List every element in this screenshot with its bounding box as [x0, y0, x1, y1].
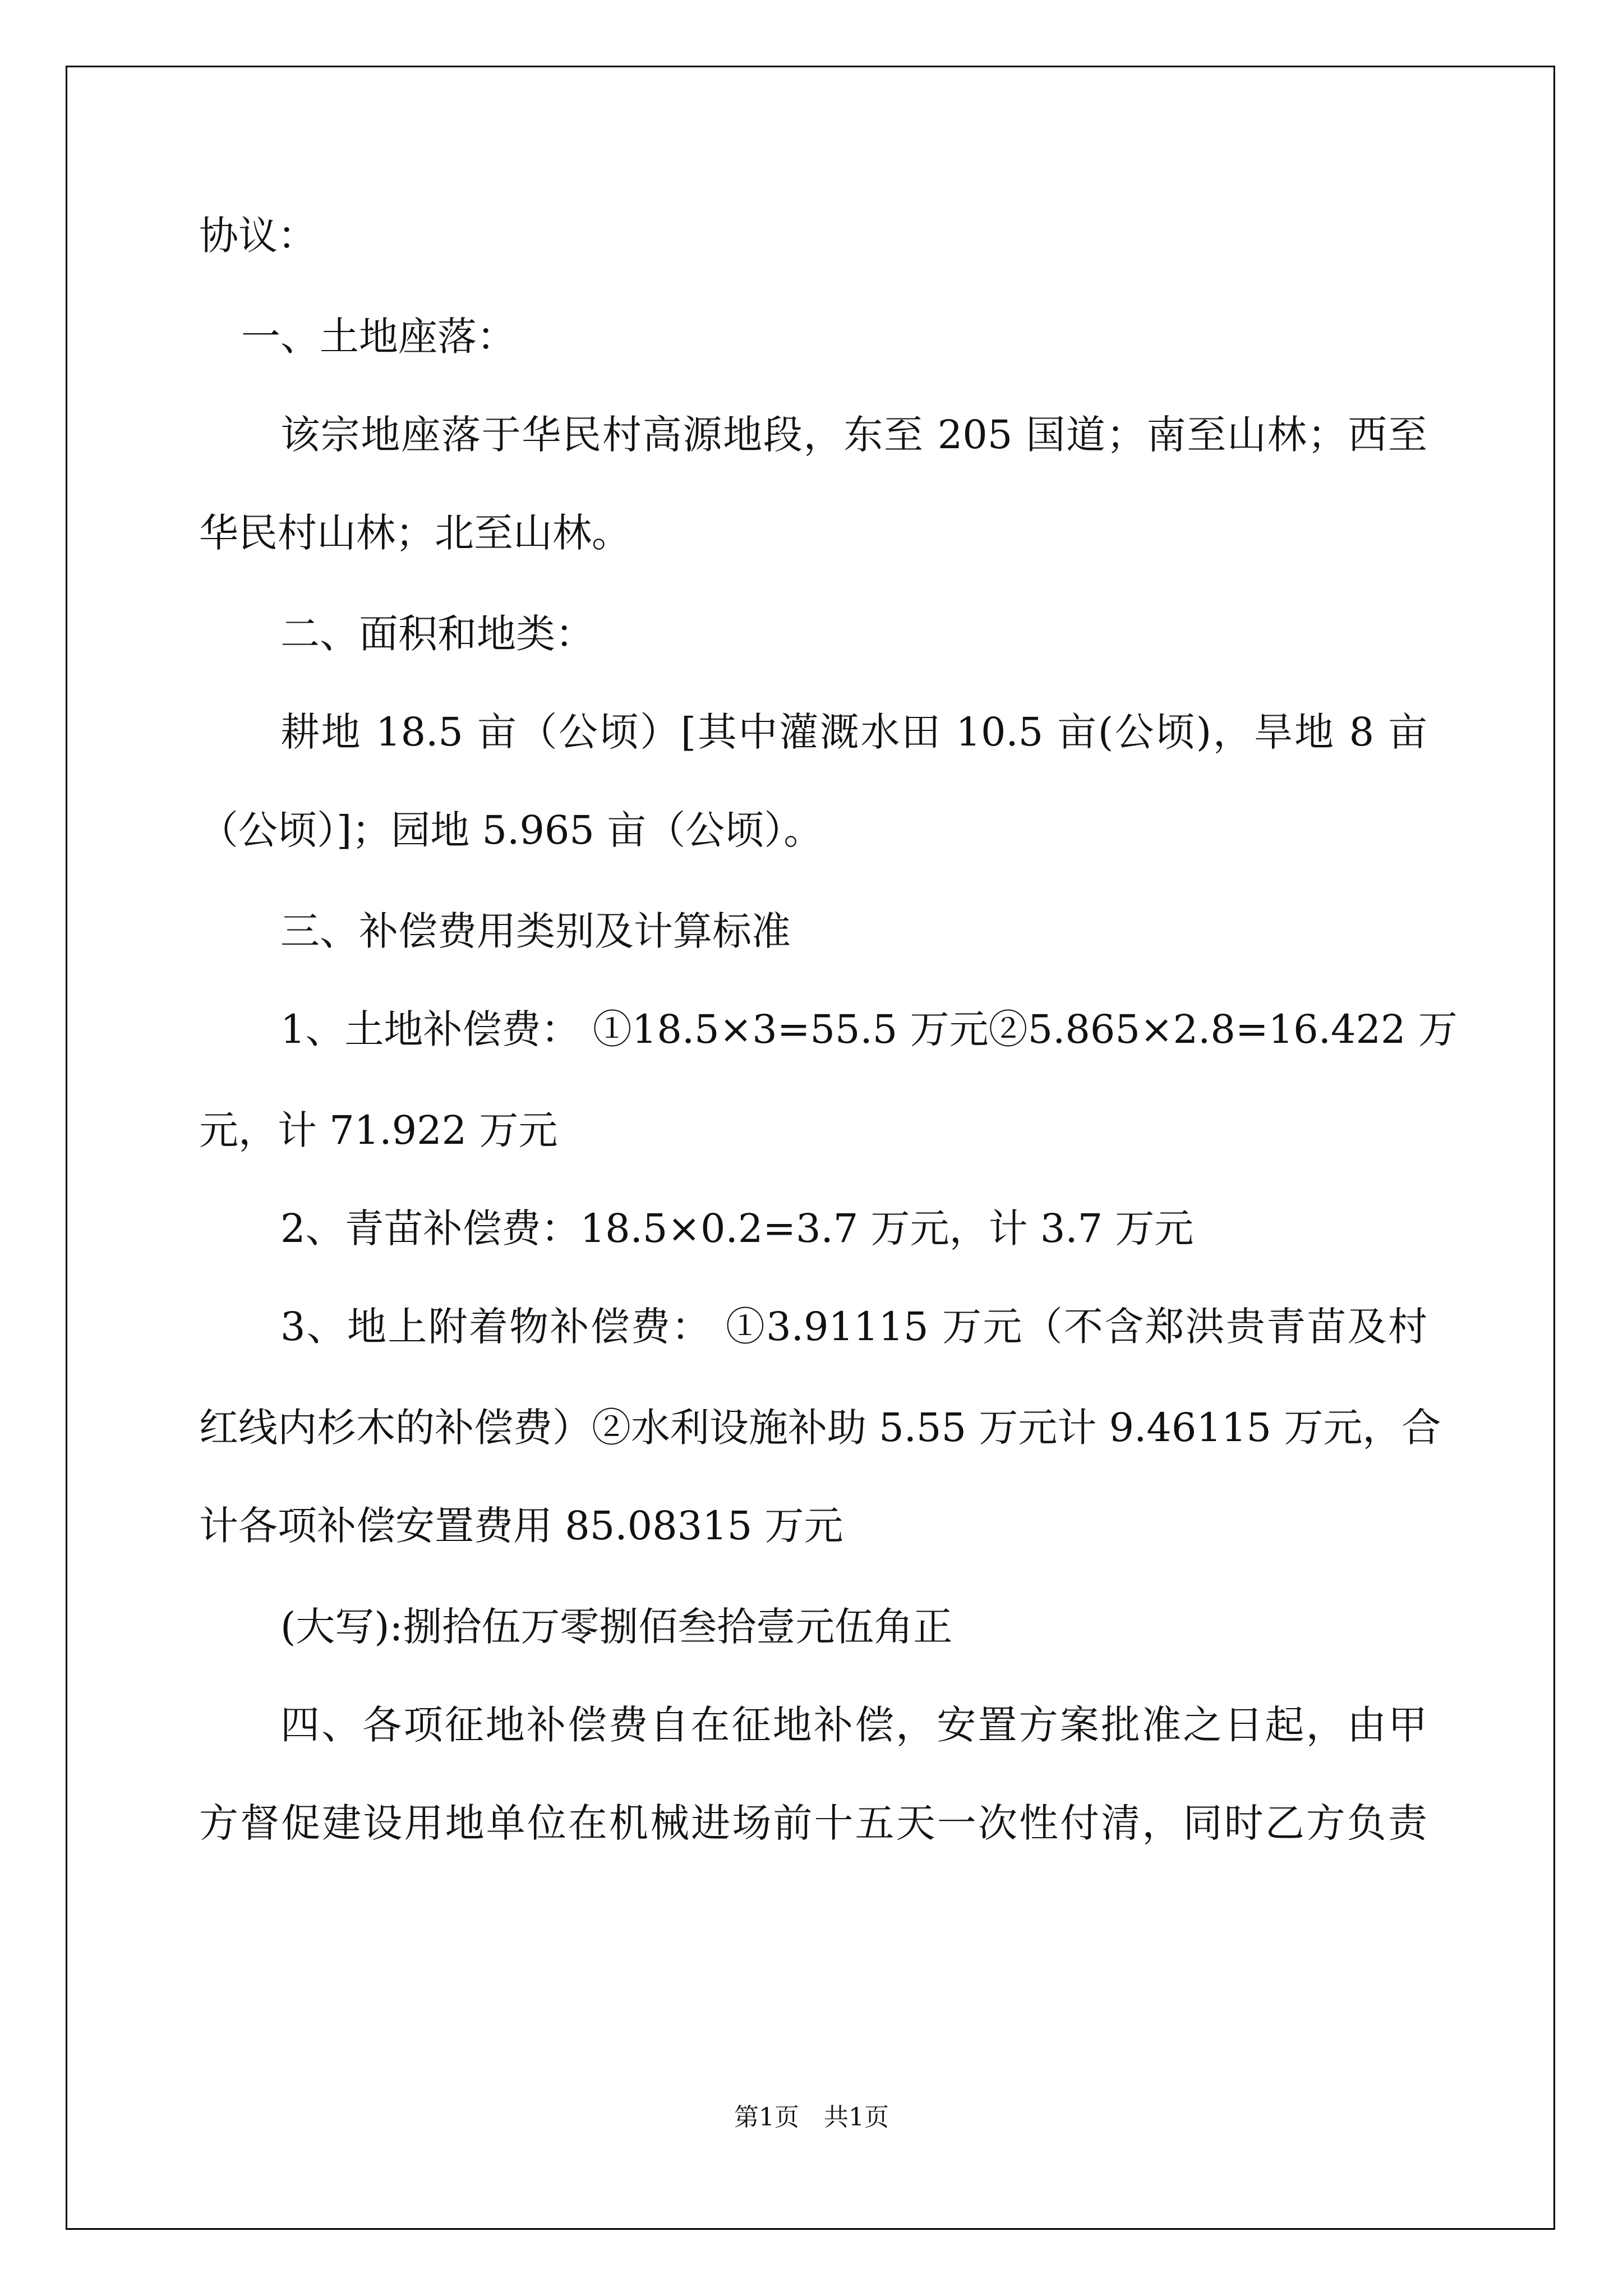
text-line-14: 计各项补偿安置费用 85.08315 万元	[199, 1503, 843, 1549]
text-line-15: (大写):捌拾伍万零捌佰叁拾壹元伍角正	[280, 1604, 953, 1650]
text-line-8: 三、补偿费用类别及计算标准	[280, 908, 791, 954]
text-line-1: 协议：	[199, 213, 317, 259]
text-line-13: 红线内杉木的补偿费）②水利设施补助 5.55 万元计 9.46115 万元，合	[199, 1405, 1441, 1451]
text-line-7: （公顷）]；园地 5.965 亩（公顷）。	[199, 807, 823, 853]
text-line-16: 四、各项征地补偿费自在征地补偿，安置方案批准之日起，由甲	[280, 1702, 1427, 1748]
text-line-5: 二、面积和地类：	[280, 611, 594, 657]
text-line-17: 方督促建设用地单位在机械进场前十五天一次性付清，同时乙方负责	[199, 1800, 1427, 1846]
page-number-footer: 第1页 共1页	[734, 2103, 889, 2132]
text-line-10: 元，计 71.922 万元	[199, 1107, 558, 1153]
text-line-4: 华民村山林；北至山林。	[199, 510, 631, 556]
text-line-9: 1、土地补偿费： ①18.5×3=55.5 万元②5.865×2.8=16.422 万	[280, 1006, 1458, 1052]
text-line-11: 2、青苗补偿费：18.5×0.2=3.7 万元，计 3.7 万元	[280, 1205, 1194, 1251]
text-line-12: 3、地上附着物补偿费： ①3.91115 万元（不含郑洪贵青苗及村	[280, 1304, 1427, 1350]
text-line-6: 耕地 18.5 亩（公顷）[其中灌溉水田 10.5 亩(公顷)，旱地 8 亩	[280, 709, 1427, 755]
text-line-3: 该宗地座落于华民村高源地段，东至 205 国道；南至山林；西至	[280, 412, 1427, 458]
text-line-2: 一、土地座落：	[241, 314, 516, 360]
